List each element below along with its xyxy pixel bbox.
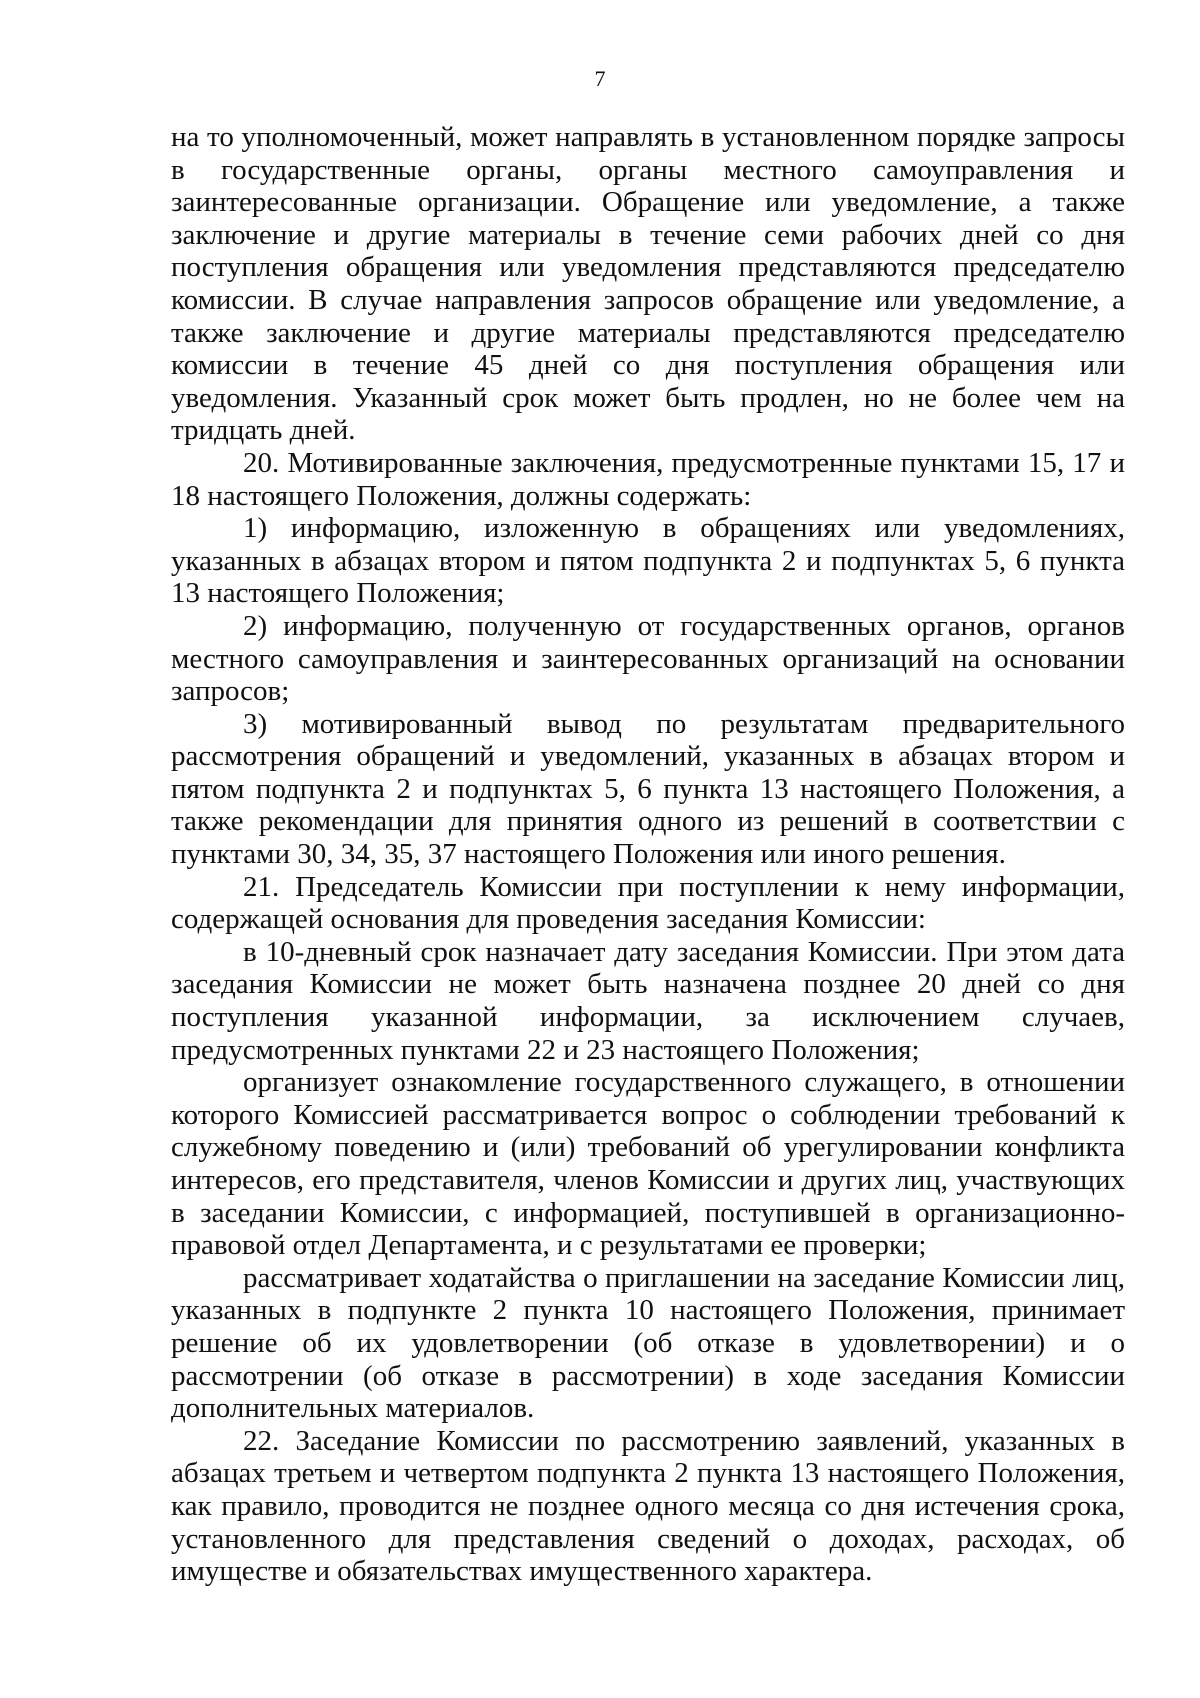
paragraph-item-21-familiarization: организует ознакомление государственного служащего, в отношении которого Комиссией рассматривается вопрос о соблюдении требований к служебному поведению и (или) требований об урегулировании конфликта интересов, его представителя, членов Комиссии и других лиц, участвующих в заседании Комиссии, с информацией, поступившей в организационно-правовой отдел Департамента, и с результатами ее проверки; xyxy=(171,1066,1125,1262)
paragraph-item-21: 21. Председатель Комиссии при поступлении к нему информации, содержащей основания для проведения заседания Комиссии: xyxy=(171,870,1125,936)
document-body xyxy=(171,121,1125,1588)
page-number: 7 xyxy=(594,66,606,91)
paragraph-subitem-2: 2) информацию, полученную от государственных органов, органов местного самоуправления и заинтересованных организаций на основании запросов; xyxy=(171,609,1125,708)
paragraph-continuation: на то уполномоченный, может направлять в установленном порядке запросы в государственные органы, органы местного самоуправления и заинтересованные организации. Обращение или уведомление, а также заключение и другие материалы в течение семи рабочих дней со дня поступления обращения или уведомления представляются председателю комиссии. В случае направления запросов обращение или уведомление, а также заключение и другие материалы представляются председателю комиссии в течение 45 дней со дня поступления обращения или уведомления. Указанный срок может быть продлен, но не более чем на тридцать дней. xyxy=(171,121,1125,447)
paragraph-item-22: 22. Заседание Комиссии по рассмотрению заявлений, указанных в абзацах третьем и четвертом подпункта 2 пункта 13 настоящего Положения, как правило, проводится не позднее одного месяца со дня истечения срока, установленного для представления сведений о доходах, расходах, об имуществе и обязательствах имущественного характера. xyxy=(171,1424,1125,1588)
paragraph-item-21-date: в 10-дневный срок назначает дату заседания Комиссии. При этом дата заседания Комиссии не может быть назначена позднее 20 дней со дня поступления указанной информации, за исключением случаев, предусмотренных пунктами 22 и 23 настоящего Положения; xyxy=(171,935,1125,1066)
paragraph-subitem-3: 3) мотивированный вывод по результатам предварительного рассмотрения обращений и уведомлений, указанных в абзацах втором и пятом подпункта 2 и подпунктах 5, 6 пункта 13 настоящего Положения, а также рекомендации для принятия одного из решений в соответствии с пунктами 30, 34, 35, 37 настоящего Положения или иного решения. xyxy=(171,707,1125,871)
paragraph-subitem-1: 1) информацию, изложенную в обращениях или уведомлениях, указанных в абзацах втором и пятом подпункта 2 и подпунктах 5, 6 пункта 13 настоящего Положения; xyxy=(171,512,1125,610)
paragraph-item-21-petitions: рассматривает ходатайства о приглашении на заседание Комиссии лиц, указанных в подпункте 2 пункта 10 настоящего Положения, принимает решение об их удовлетворении (об отказе в удовлетворении) и о рассмотрении (об отказе в рассмотрении) в ходе заседания Комиссии дополнительных материалов. xyxy=(171,1261,1125,1425)
paragraph-item-20: 20. Мотивированные заключения, предусмотренные пунктами 15, 17 и 18 настоящего Положения, должны содержать: xyxy=(171,446,1125,512)
